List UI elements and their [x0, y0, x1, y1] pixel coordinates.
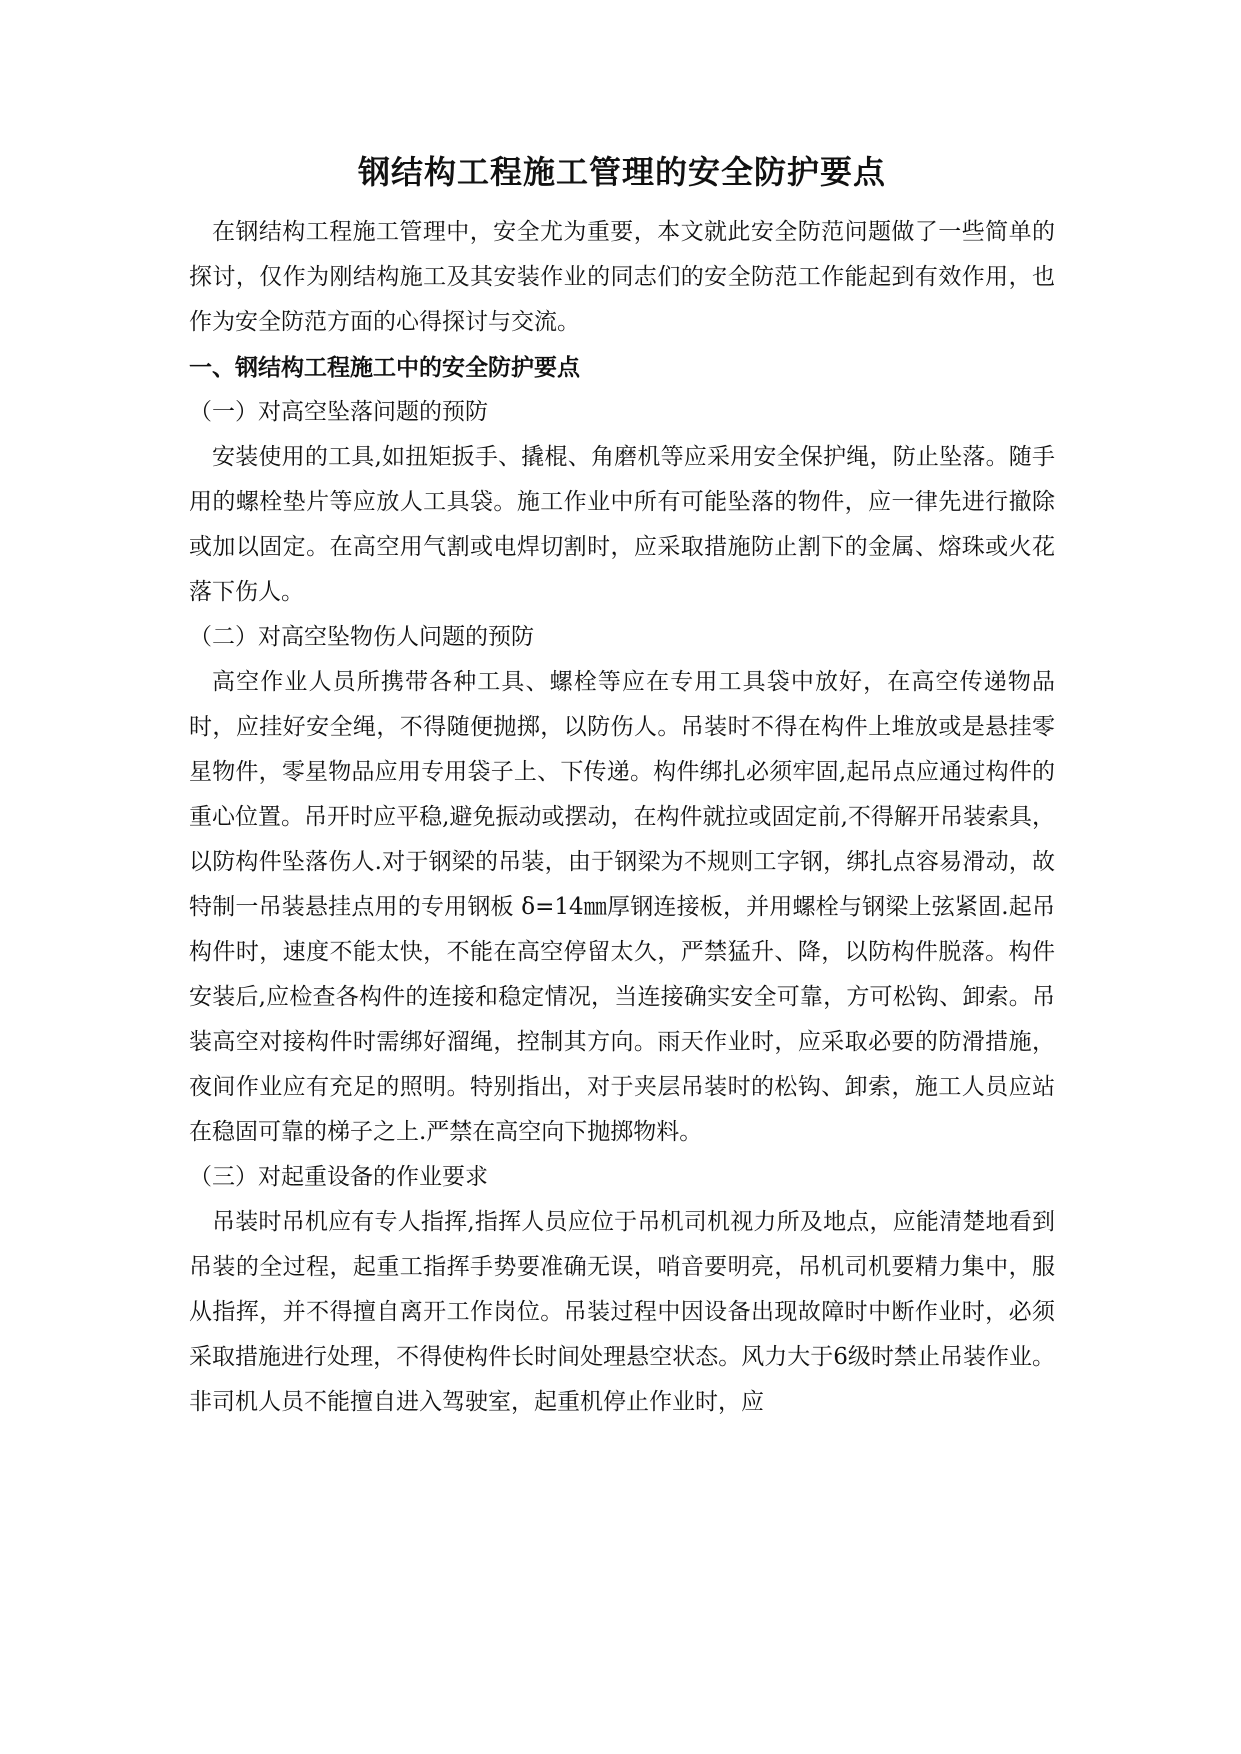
fall-prevention-paragraph: 安装使用的工具,如扭矩扳手、撬棍、角磨机等应采用安全保护绳，防止坠落。随手用的螺栓垫片等应放人工具袋。施工作业中所有可能坠落的物件，应一律先进行撤除或加以固定。在高空用气割或电焊切割时，应采取措施防止割下的金属、熔珠或火花落下伤人。: [189, 444, 1055, 605]
lifting-equipment-paragraph: 吊装时吊机应有专人指挥,指挥人员应位于吊机司机视力所及地点，应能清楚地看到吊装的全过程，起重工指挥手势要准确无误，哨音要明亮，吊机司机要精力集中，服从指挥，并不得擅自离开工作岗位。吊装过程中因设备出现故障时中断作业时，必须采取措施进行处理，不得使构件长时间处理悬空状态。风力大于6级时禁止吊装作业。非司机人员不能擅自进入驾驶室，起重机停止作业时，应: [189, 1209, 1055, 1415]
subsection-heading-fall-prevention: （一）对高空坠落问题的预防: [189, 399, 488, 425]
section-heading: 一、钢结构工程施工中的安全防护要点: [189, 354, 580, 381]
document-title: 钢结构工程施工管理的安全防护要点: [357, 153, 886, 191]
intro-paragraph: 在钢结构工程施工管理中，安全尤为重要，本文就此安全防范问题做了一些简单的探讨，仅作为刚结构施工及其安装作业的同志们的安全防范工作能起到有效作用，也作为安全防范方面的心得探讨与交流。: [189, 219, 1055, 335]
falling-objects-paragraph: 高空作业人员所携带各种工具、螺栓等应在专用工具袋中放好，在高空传递物品时，应挂好安全绳，不得随便抛掷，以防伤人。吊装时不得在构件上堆放或是悬挂零星物件，零星物品应用专用袋子上、下传递。构件绑扎必须牢固,起吊点应通过构件的重心位置。吊开时应平稳,避免振动或摆动，在构件就拉或固定前,不得解开吊装索具，以防构件坠落伤人.对于钢梁的吊装，由于钢梁为不规则工字钢，绑扎点容易滑动，故特制一吊装悬挂点用的专用钢板 δ=14㎜厚钢连接板，并用螺栓与钢梁上弦紧固.起吊构件时，速度不能太快，不能在高空停留太久，严禁猛升、降，以防构件脱落。构件安装后,应检查各构件的连接和稳定情况，当连接确实安全可靠，方可松钩、卸索。吊装高空对接构件时需绑好溜绳，控制其方向。雨天作业时，应采取必要的防滑措施，夜间作业应有充足的照明。特别指出，对于夹层吊装时的松钩、卸索，施工人员应站在稳固可靠的梯子之上.严禁在高空向下抛掷物料。: [189, 669, 1055, 1145]
document-page: [189, 150, 1055, 1425]
subsection-heading-falling-objects: （二）对高空坠物伤人问题的预防: [189, 624, 534, 650]
subsection-heading-lifting-equipment: （三）对起重设备的作业要求: [189, 1164, 488, 1190]
